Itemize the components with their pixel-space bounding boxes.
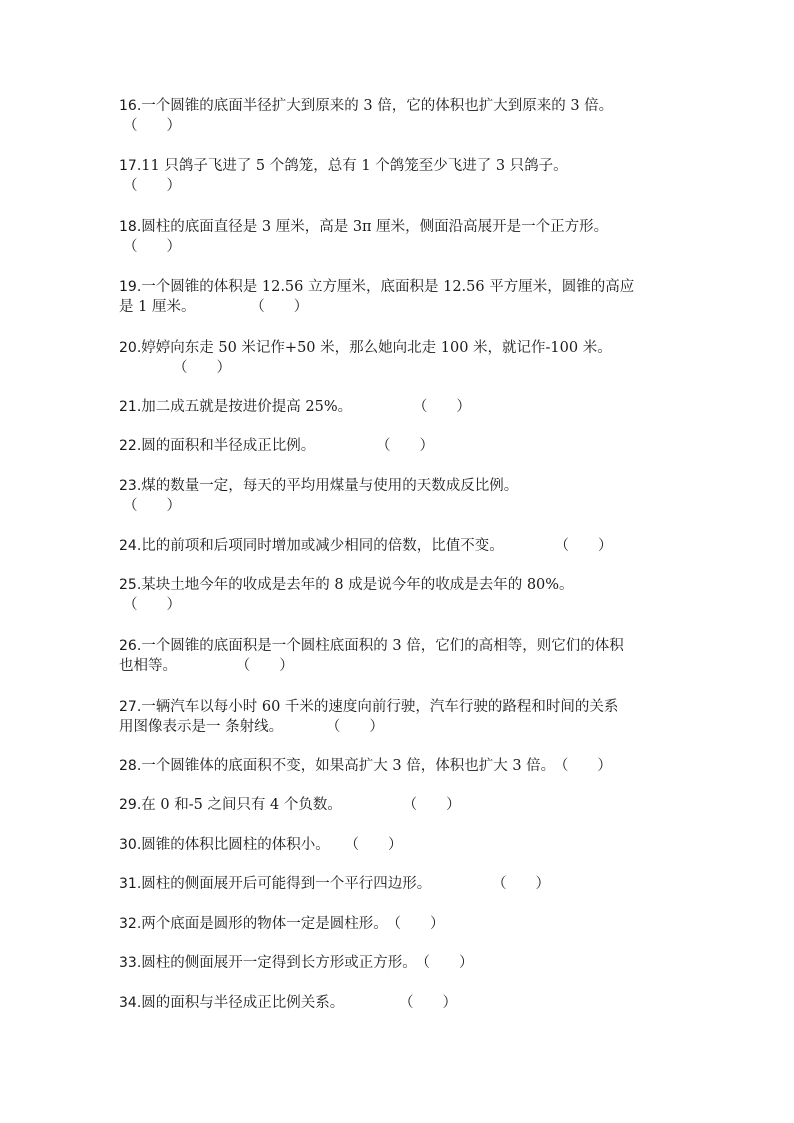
- answer-bracket[interactable]: （ ）: [173, 360, 231, 376]
- answer-bracket[interactable]: （ ）: [123, 498, 181, 514]
- question-27: [119, 697, 679, 737]
- question-number: 31.: [119, 876, 142, 892]
- answer-bracket-line: [119, 176, 679, 196]
- answer-bracket[interactable]: （ ）: [123, 597, 181, 613]
- question-line: 32.两个底面是圆形的物体一定是圆柱形。 （ ）: [119, 916, 445, 932]
- question-line: 19.一个圆锥的体积是 12.56 立方厘米，底面积是 12.56 平方厘米，圆锥的高应: [119, 279, 635, 295]
- answer-bracket[interactable]: （ ）: [383, 438, 435, 454]
- question-line: 20.婷婷向东走 50 米记作+50 米，那么她向北走 100 米，就记作-100 米。: [119, 340, 612, 356]
- question-number: 26.: [119, 638, 142, 654]
- answer-bracket[interactable]: （ ）: [409, 797, 461, 813]
- question-number: 28.: [119, 758, 142, 774]
- answer-bracket-line: [119, 496, 679, 516]
- question-line: 25.某块土地今年的收成是去年的 8 成是说今年的收成是去年的 80%。: [119, 577, 574, 593]
- answer-bracket-line: [119, 116, 679, 136]
- question-line-continued: 是 1 厘米。 （ ）: [119, 299, 309, 315]
- question-number: 25.: [119, 577, 142, 593]
- question-line: 18.圆柱的底面直径是 3 厘米，高是 3π 厘米，侧面沿高展开是一个正方形。: [119, 219, 609, 235]
- question-line-continued: 用图像表示是一 条射线。 （ ）: [119, 719, 384, 735]
- question-16: [119, 96, 679, 136]
- answer-bracket-line: [119, 237, 679, 257]
- question-18: [119, 217, 679, 257]
- question-line-continued: 也相等。 （ ）: [119, 658, 294, 674]
- question-32: [119, 914, 679, 934]
- question-30: [119, 835, 679, 855]
- question-21: [119, 397, 679, 417]
- question-19: [119, 277, 679, 317]
- question-number: 34.: [119, 995, 142, 1011]
- question-25: [119, 575, 679, 615]
- question-line: 27.一辆汽车以每小时 60 千米的速度向前行驶，汽车行驶的路程和时间的关系: [119, 699, 619, 715]
- question-line: 22.圆的面积和半径成正比例。 （ ）: [119, 438, 435, 454]
- question-line: 26.一个圆锥的底面积是一个圆柱底面积的 3 倍，它们的高相等，则它们的体积: [119, 638, 624, 654]
- question-line: 17.11 只鸽子飞进了 5 个鸽笼，总有 1 个鸽笼至少飞进了 3 只鸽子。: [119, 158, 568, 174]
- answer-bracket[interactable]: （ ）: [420, 399, 471, 415]
- question-number: 30.: [119, 837, 142, 853]
- question-number: 32.: [119, 916, 142, 932]
- answer-bracket[interactable]: （ ）: [351, 837, 403, 853]
- answer-bracket[interactable]: （ ）: [393, 916, 445, 932]
- answer-bracket-line: [119, 358, 679, 378]
- answer-bracket[interactable]: （ ）: [406, 995, 458, 1011]
- answer-bracket[interactable]: （ ）: [123, 239, 181, 255]
- question-line: 29.在 0 和-5 之间只有 4 个负数。 （ ）: [119, 797, 461, 813]
- question-line: 24.比的前项和后项同时增加或减少相同的倍数，比值不变。 （ ）: [119, 538, 613, 554]
- question-number: 29.: [119, 797, 142, 813]
- answer-bracket[interactable]: （ ）: [333, 719, 384, 735]
- question-number: 33.: [119, 955, 142, 971]
- question-20: [119, 338, 679, 378]
- question-number: 23.: [119, 478, 142, 494]
- answer-bracket[interactable]: （ ）: [257, 299, 309, 315]
- question-23: [119, 476, 679, 516]
- question-line: 31.圆柱的侧面展开后可能得到一个平行四边形。 （ ）: [119, 876, 551, 892]
- question-line: 23.煤的数量一定，每天的平均用煤量与使用的天数成反比例。: [119, 478, 519, 494]
- answer-bracket[interactable]: （ ）: [561, 538, 613, 554]
- answer-bracket[interactable]: （ ）: [123, 118, 181, 134]
- question-34: [119, 993, 679, 1013]
- question-number: 17.: [119, 158, 142, 174]
- question-line: 16.一个圆锥的底面半径扩大到原来的 3 倍，它的体积也扩大到原来的 3 倍。: [119, 98, 614, 114]
- question-29: [119, 795, 679, 815]
- question-17: [119, 156, 679, 196]
- question-24: [119, 536, 679, 556]
- answer-bracket[interactable]: （ ）: [243, 658, 294, 674]
- question-line: 30.圆锥的体积比圆柱的体积小。 （ ）: [119, 837, 403, 853]
- answer-bracket[interactable]: （ ）: [123, 178, 181, 194]
- question-28: [119, 756, 679, 776]
- question-line: 21.加二成五就是按进价提高 25%。 （ ）: [119, 399, 471, 415]
- question-number: 19.: [119, 279, 142, 295]
- answer-bracket[interactable]: （ ）: [422, 955, 474, 971]
- question-number: 18.: [119, 219, 142, 235]
- question-26: [119, 636, 679, 676]
- question-number: 20.: [119, 340, 142, 356]
- question-line: 34.圆的面积与半径成正比例关系。 （ ）: [119, 995, 458, 1011]
- question-22: [119, 436, 679, 456]
- question-number: 16.: [119, 98, 142, 114]
- answer-bracket-line: [119, 595, 679, 615]
- question-number: 27.: [119, 699, 142, 715]
- question-number: 21.: [119, 399, 142, 415]
- question-number: 22.: [119, 438, 142, 454]
- answer-bracket[interactable]: （ ）: [561, 758, 612, 774]
- answer-bracket[interactable]: （ ）: [499, 876, 551, 892]
- question-33: [119, 953, 679, 973]
- question-31: [119, 874, 679, 894]
- question-line: 33.圆柱的侧面展开一定得到长方形或正方形。 （ ）: [119, 955, 474, 971]
- question-line: 28.一个圆锥体的底面积不变，如果高扩大 3 倍，体积也扩大 3 倍。 （ ）: [119, 758, 612, 774]
- question-number: 24.: [119, 538, 142, 554]
